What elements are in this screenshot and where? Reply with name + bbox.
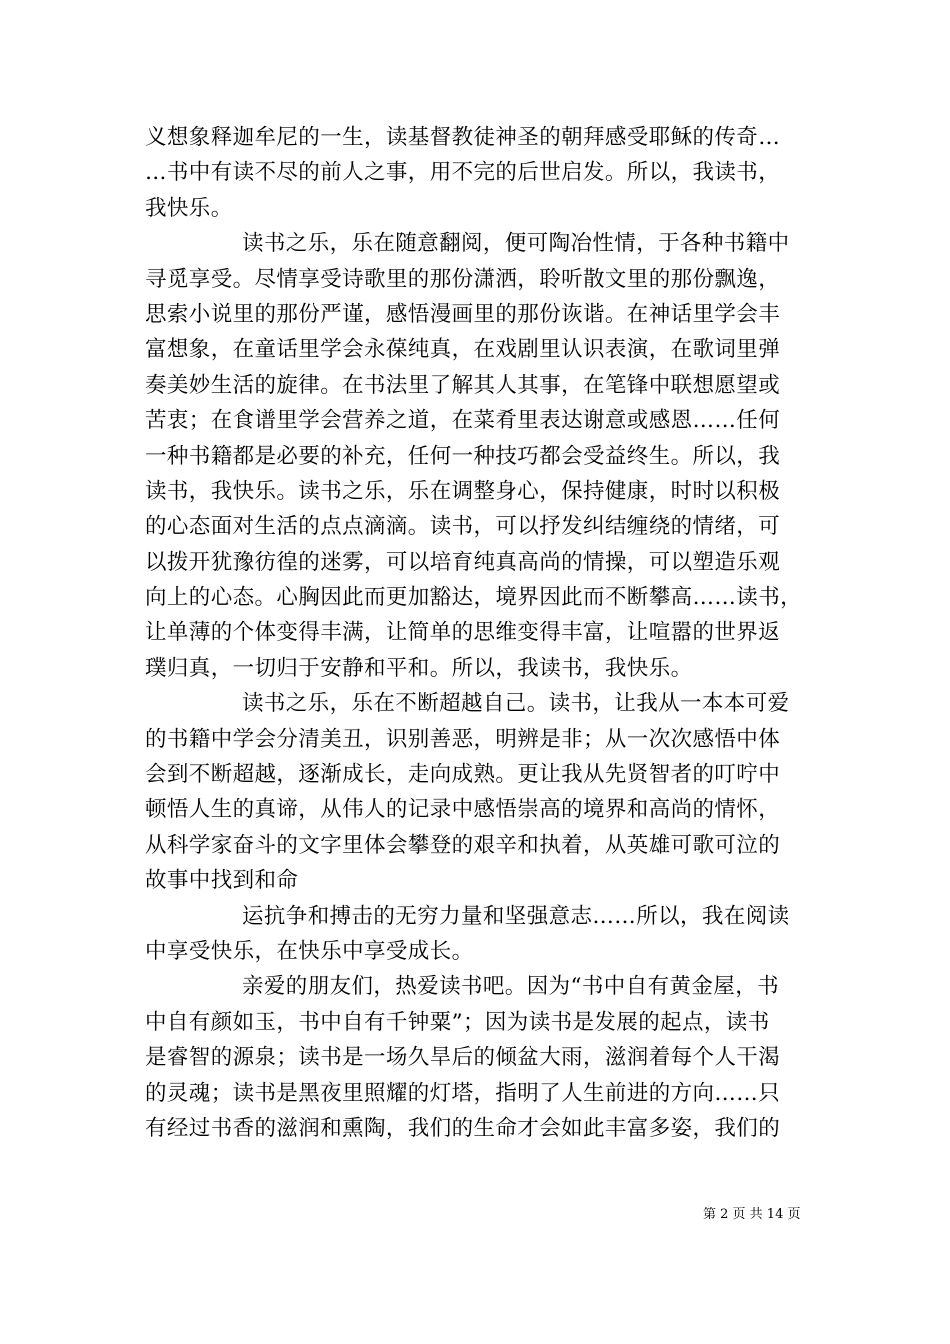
text-line: 的心态面对生活的点点滴滴。读书，可以抒发纠结缠绕的情绪，可	[145, 514, 781, 540]
text-line: 我快乐。	[145, 195, 233, 221]
text-line: 会到不断超越，逐渐成长，走向成熟。更让我从先贤智者的叮咛中	[145, 762, 781, 788]
text-line: 向上的心态。心胸因此而更加豁达，境界因此而不断攀高……读书，	[145, 585, 803, 611]
text-line: 富想象，在童话里学会永葆纯真，在戏剧里认识表演，在歌词里弹	[145, 337, 781, 363]
text-line: 读书，我快乐。读书之乐，乐在调整身心，保持健康，时时以积极	[145, 478, 781, 504]
text-line: 顿悟人生的真谛，从伟人的记录中感悟崇高的境界和高尚的情怀，	[145, 797, 781, 823]
text-line: 一种书籍都是必要的补充，任何一种技巧都会受益终生。所以，我	[145, 443, 781, 469]
document-body	[145, 120, 810, 1146]
text-line: 奏美妙生活的旋律。在书法里了解其人其事，在笔锋中联想愿望或	[145, 372, 781, 398]
text-line: …书中有读不尽的前人之事，用不完的后世启发。所以，我读书，	[145, 160, 781, 186]
text-line: 亲爱的朋友们，热爱读书吧。因为“书中自有黄金屋，书	[242, 974, 779, 1000]
text-line: 义想象释迦牟尼的一生，读基督教徒神圣的朝拜感受耶稣的传奇…	[145, 125, 781, 150]
text-line: 中自有颜如玉，书中自有千钟粟”；因为读书是发展的起点，读书	[145, 1009, 770, 1035]
text-line: 有经过书香的滋润和熏陶，我们的生命才会如此丰富多姿，我们的	[145, 1115, 781, 1141]
text-line: 璞归真，一切归于安静和平和。所以，我读书，我快乐。	[145, 655, 693, 681]
text-line: 的灵魂；读书是黑夜里照耀的灯塔，指明了人生前进的方向……只	[145, 1080, 781, 1106]
text-line: 的书籍中学会分清美丑，识别善恶，明辨是非；从一次次感悟中体	[145, 726, 781, 752]
text-line: 中享受快乐，在快乐中享受成长。	[145, 938, 474, 964]
text-line: 故事中找到和命	[145, 868, 299, 894]
text-line: 读书之乐，乐在随意翻阅，便可陶冶性情，于各种书籍中	[242, 231, 790, 257]
text-line: 苦衷；在食谱里学会营养之道，在菜肴里表达谢意或感恩……任何	[145, 408, 781, 434]
text-line: 让单薄的个体变得丰满，让简单的思维变得丰富，让喧嚣的世界返	[145, 620, 781, 646]
text-line: 从科学家奋斗的文字里体会攀登的艰辛和执着，从英雄可歌可泣的	[145, 832, 781, 858]
text-line: 思索小说里的那份严谨，感悟漫画里的那份诙谐。在神话里学会丰	[145, 301, 781, 327]
text-line: 运抗争和搏击的无穷力量和坚强意志……所以，我在阅读	[242, 903, 790, 929]
text-line: 读书之乐，乐在不断超越自己。读书，让我从一本本可爱	[242, 691, 790, 717]
text-line: 以拨开犹豫彷徨的迷雾，可以培育纯真高尚的情操，可以塑造乐观	[145, 549, 781, 575]
text-line: 是睿智的源泉；读书是一场久旱后的倾盆大雨，滋润着每个人干渴	[145, 1045, 781, 1071]
page-number-footer: 第 2 页 共 14 页	[703, 1207, 801, 1222]
text-line: 寻觅享受。尽情享受诗歌里的那份潇洒，聆听散文里的那份飘逸，	[145, 266, 781, 292]
